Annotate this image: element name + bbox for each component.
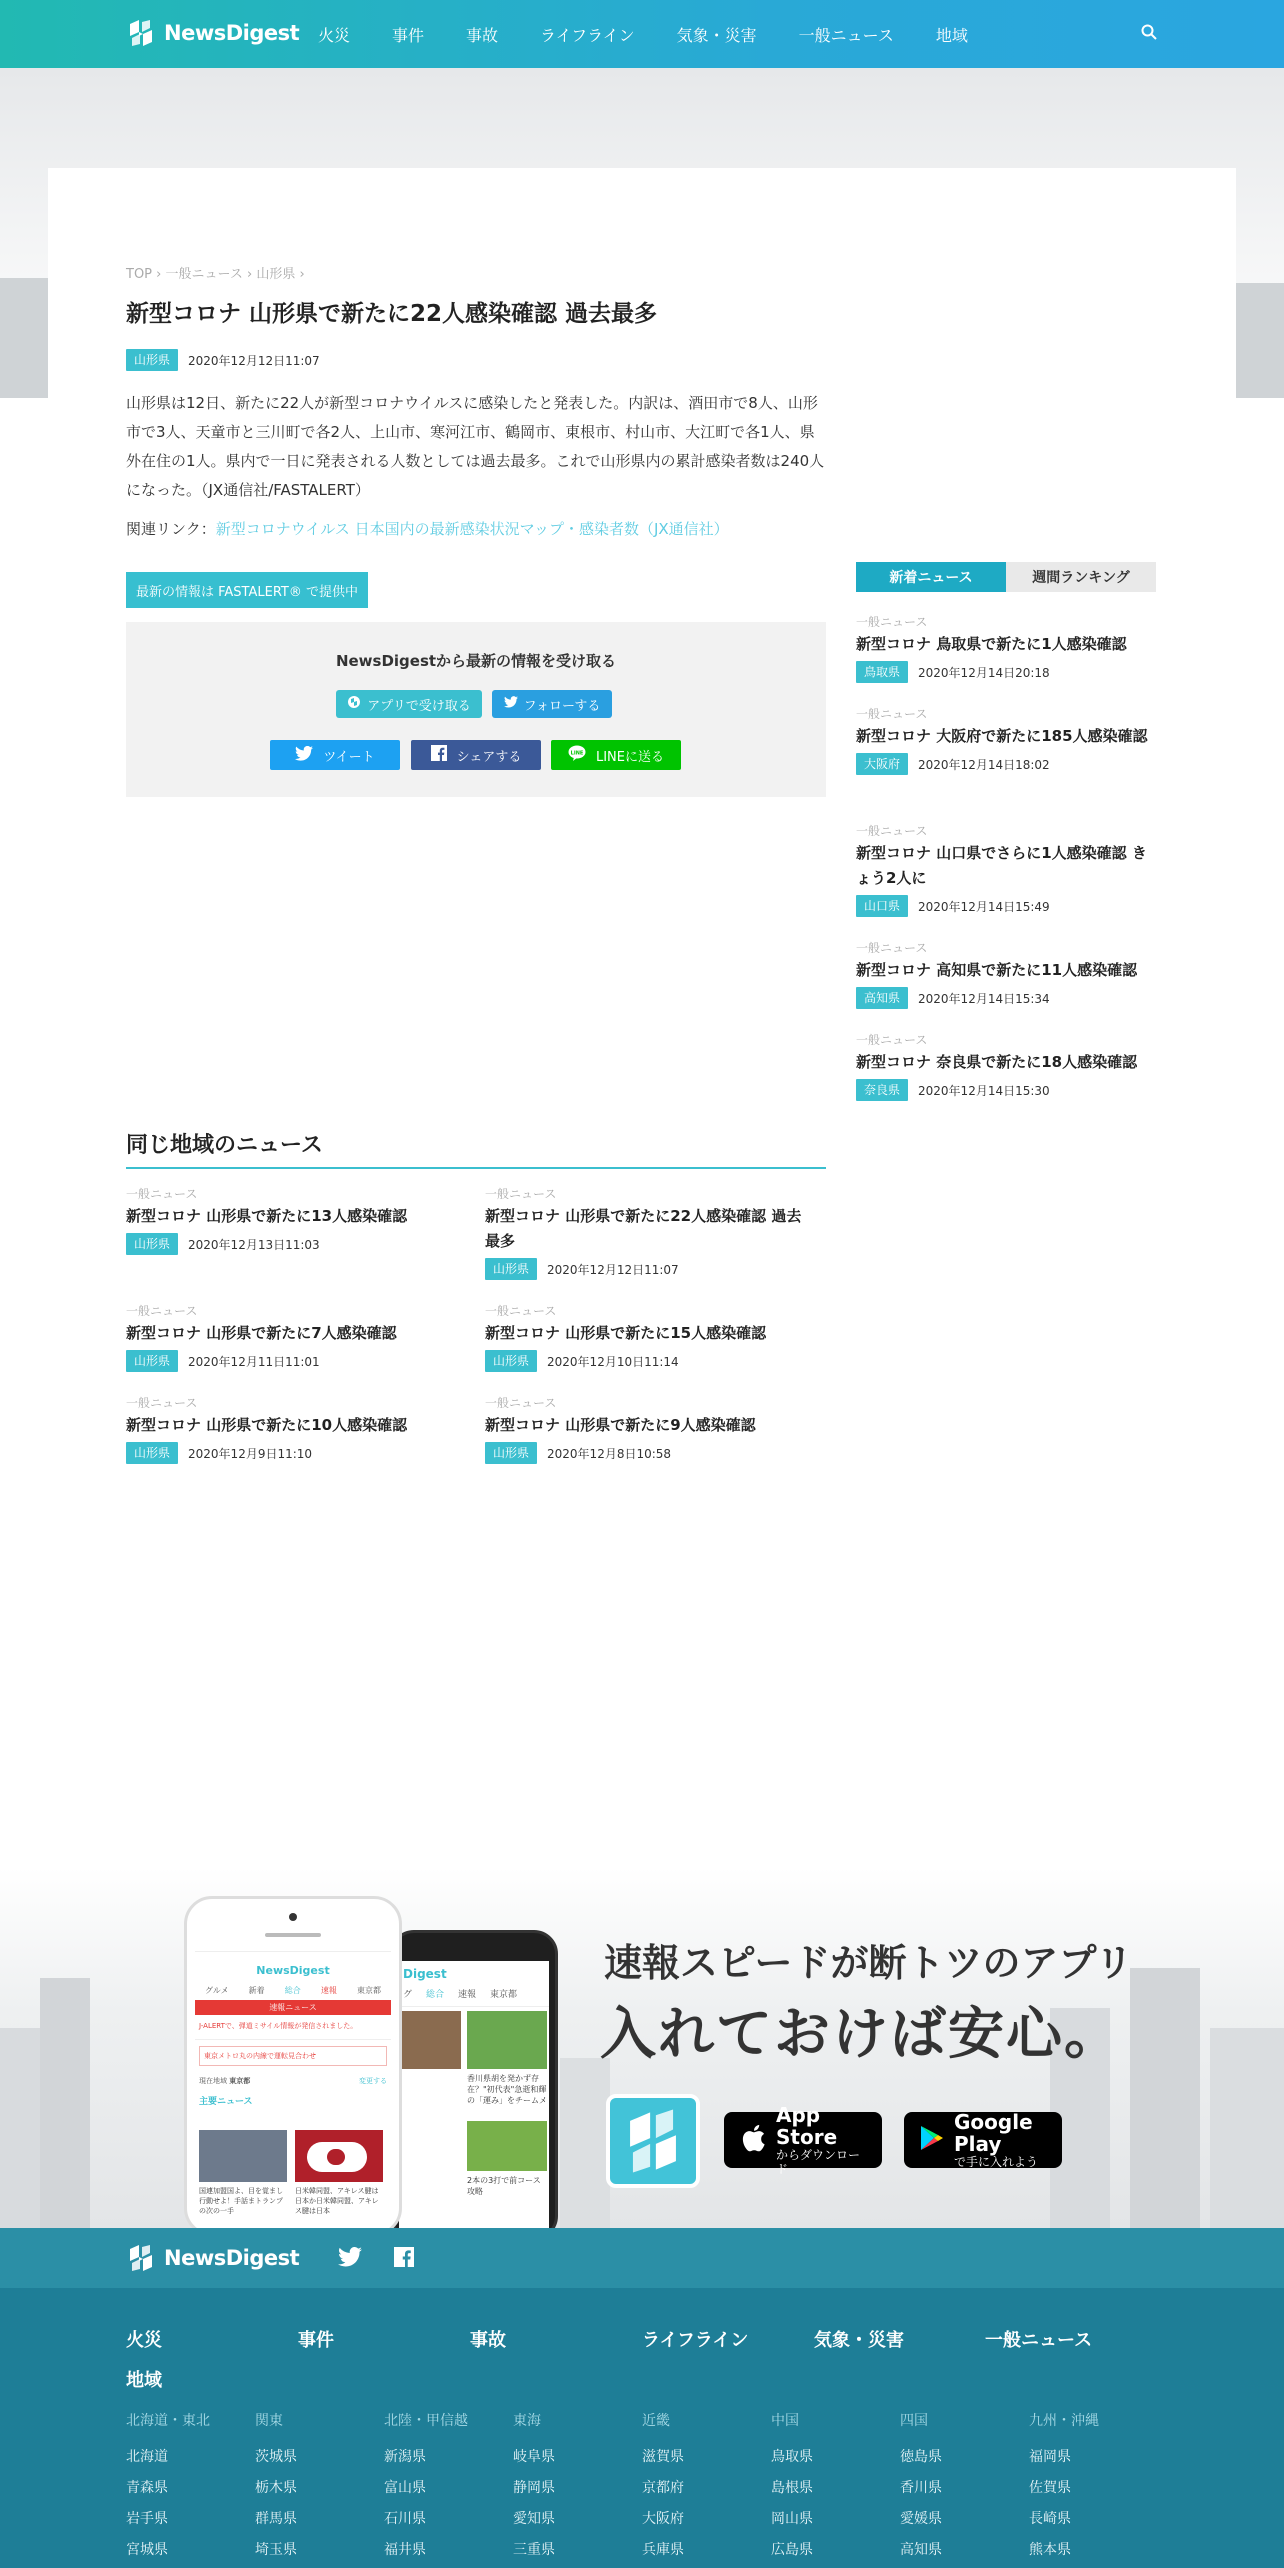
footer-prefecture[interactable]: 広島県 (771, 2542, 813, 2558)
breadcrumb-top[interactable]: TOP (126, 267, 153, 282)
follow-button[interactable] (492, 690, 612, 718)
phone-tab: 新着 (248, 1986, 265, 1995)
footer-prefecture[interactable]: 北海道 (126, 2449, 168, 2465)
news-category: 一般ニュース (856, 707, 928, 721)
news-tag[interactable]: 山形県 (485, 1350, 537, 1372)
news-date: 2020年12月9日11:10 (188, 1446, 313, 1461)
footer-prefecture[interactable]: 三重県 (513, 2542, 555, 2558)
news-tag[interactable]: 奈良県 (856, 1079, 908, 1101)
footer-cat-incident[interactable]: 事件 (298, 2330, 334, 2351)
footer-bar (0, 2228, 1284, 2288)
footer-cat-lifeline[interactable]: ライフライン (642, 2330, 749, 2351)
news-date: 2020年12月12日11:07 (547, 1262, 679, 1277)
footer-prefecture[interactable]: 大阪府 (642, 2511, 684, 2527)
logo-mark-icon (126, 18, 156, 48)
phone-breaking-banner: 速報ニュース (195, 2000, 391, 2015)
footer-prefecture[interactable]: 京都府 (642, 2480, 684, 2496)
footer-prefecture[interactable]: 石川県 (384, 2511, 426, 2527)
main-nav (318, 0, 1010, 68)
footer-region[interactable]: 中国 (771, 2413, 799, 2429)
phone-tab: 東京都 (356, 1986, 381, 1995)
nav-item-incident[interactable]: 事件 (392, 25, 425, 45)
promo-tagline: 入れておけば安心。 (600, 2002, 1122, 2067)
news-title[interactable]: 新型コロナ 高知県で新たに11人感染確認 (856, 961, 1138, 979)
footer-region[interactable]: 北陸・甲信越 (384, 2413, 468, 2429)
news-title[interactable]: 新型コロナ 山形県で新たに10人感染確認 (126, 1416, 408, 1434)
phone-area: 東京都 (229, 2077, 251, 2085)
phone-news-text: 2本の3打で前コース攻略 (467, 2176, 541, 2196)
news-category: 一般ニュース (856, 941, 928, 955)
phone-mockup-android (390, 1930, 558, 2240)
news-tag[interactable]: 山形県 (126, 1233, 178, 1255)
breadcrumb-general[interactable]: 一般ニュース (165, 267, 243, 282)
phone-logo-text: NewsDigest (256, 1964, 330, 1977)
search-icon[interactable] (1140, 23, 1160, 43)
sidebar-tabs (856, 562, 1156, 592)
newsdigest-app-icon[interactable] (606, 2094, 700, 2188)
logo-text: NewsDigest (164, 2246, 300, 2270)
app-icon (347, 695, 361, 713)
tweet-label: ツイート (323, 749, 375, 765)
sidebar-news-item[interactable] (856, 706, 1156, 775)
footer-cat-general[interactable]: 一般ニュース (985, 2330, 1093, 2351)
news-title[interactable]: 新型コロナ 山形県で新たに7人感染確認 (126, 1324, 397, 1342)
news-title[interactable]: 新型コロナ 山形県で新たに22人感染確認 過去最多 (485, 1207, 802, 1250)
news-tag[interactable]: 大阪府 (856, 753, 908, 775)
news-date: 2020年12月8日10:58 (547, 1446, 672, 1461)
news-date: 2020年12月14日18:02 (918, 757, 1050, 772)
news-category: 一般ニュース (126, 1304, 198, 1318)
line-icon (568, 745, 586, 765)
fastalert-button[interactable]: 最新の情報は FASTALERT® で提供中 (126, 572, 368, 608)
article-title: 新型コロナ 山形県で新たに22人感染確認 過去最多 (126, 301, 658, 327)
news-title[interactable]: 新型コロナ 大阪府で新たに185人感染確認 (856, 727, 1148, 745)
tweet-button[interactable] (270, 740, 400, 770)
footer-prefecture[interactable]: 佐賀県 (1029, 2480, 1071, 2496)
footer-prefecture[interactable]: 栃木県 (255, 2480, 297, 2496)
phone-alert-text: J-ALERTで、弾道ミサイル情報が発信されました。 (195, 2015, 391, 2040)
footer-prefecture[interactable]: 茨城県 (255, 2449, 297, 2465)
sidebar-news-item[interactable] (856, 940, 1156, 1009)
facebook-icon (431, 745, 447, 765)
news-date: 2020年12月14日15:30 (918, 1083, 1050, 1098)
phone-area-label: 現在地域 (199, 2077, 227, 2085)
footer-cat-region[interactable]: 地域 (126, 2370, 162, 2391)
article-date: 2020年12月12日11:07 (188, 353, 320, 368)
site-header (0, 0, 1284, 68)
logo-mark-icon (126, 2243, 156, 2273)
logo-text: NewsDigest (164, 21, 300, 45)
article-meta (126, 349, 320, 371)
line-send-button[interactable] (551, 740, 681, 770)
footer-prefecture[interactable]: 岡山県 (771, 2511, 813, 2527)
footer-prefecture[interactable]: 岩手県 (126, 2511, 168, 2527)
footer-prefecture[interactable]: 愛媛県 (900, 2511, 942, 2527)
news-title[interactable]: 新型コロナ 山形県で新たに9人感染確認 (485, 1416, 756, 1434)
footer-region[interactable]: 関東 (255, 2413, 283, 2429)
twitter-icon (504, 696, 518, 712)
phone-tab: グ (403, 1990, 413, 2000)
phone-mockup-iphone (184, 1896, 402, 2236)
news-title[interactable]: 新型コロナ 山形県で新たに15人感染確認 (485, 1324, 767, 1342)
nav-item-general[interactable]: 一般ニュース (798, 25, 894, 45)
footer-prefecture[interactable]: 高知県 (900, 2542, 942, 2558)
app-receive-label: アプリで受け取る (367, 698, 471, 714)
phone-news-text: 香川県胡を発かず存在？"初代表"急逝和輝の「運み」をチームメ (467, 2074, 547, 2105)
footer-prefecture[interactable]: 埼玉県 (255, 2542, 297, 2558)
app-store-label: App Store (776, 2103, 838, 2149)
news-category: 一般ニュース (856, 824, 928, 838)
phone-train-alert: 東京メトロ丸の内線で運転見合わせ (199, 2046, 387, 2066)
news-date: 2020年12月14日15:49 (918, 899, 1050, 914)
related-label: 関連リンク： (126, 520, 216, 538)
line-send-label: LINEに送る (595, 749, 664, 765)
region-news-item[interactable] (485, 1186, 805, 1280)
phone-main-news-heading: 主要ニュース (199, 2097, 253, 2107)
twitter-icon (295, 746, 313, 765)
footer-prefecture[interactable]: 静岡県 (513, 2480, 555, 2496)
footer-region[interactable]: 近畿 (642, 2413, 670, 2429)
nav-item-fire[interactable]: 火災 (318, 25, 351, 45)
share-heading: NewsDigestから最新の情報を受け取る (335, 652, 617, 670)
news-title[interactable]: 新型コロナ 鳥取県で新たに1人感染確認 (856, 635, 1127, 653)
footer-region[interactable]: 北海道・東北 (126, 2413, 210, 2429)
facebook-share-button[interactable] (411, 740, 541, 770)
news-category: 一般ニュース (126, 1396, 198, 1410)
breadcrumb-prefecture[interactable]: 山形県 (256, 267, 296, 282)
share-box (126, 622, 826, 797)
footer-region[interactable]: 九州・沖縄 (1029, 2413, 1099, 2429)
sidebar-news-item[interactable] (856, 823, 1156, 917)
footer-prefecture[interactable]: 青森県 (126, 2480, 168, 2496)
nav-item-weather[interactable]: 気象・災害 (676, 25, 757, 45)
region-news-item[interactable] (485, 1303, 805, 1372)
footer-prefecture[interactable]: 富山県 (384, 2480, 426, 2496)
footer-prefecture[interactable]: 岐阜県 (513, 2449, 555, 2465)
footer-prefecture[interactable]: 福岡県 (1029, 2449, 1071, 2465)
news-category: 一般ニュース (485, 1396, 557, 1410)
footer-twitter-icon[interactable] (338, 2247, 362, 2271)
footer-prefecture[interactable]: 徳島県 (900, 2449, 942, 2465)
footer-prefecture[interactable]: 長崎県 (1029, 2511, 1071, 2527)
phone-news-text: 日米韓同盟、アキレス腱は日本か日米韓同盟、アキレス腱は日本 (295, 2187, 379, 2215)
footer-cat-weather[interactable]: 気象・災害 (814, 2330, 904, 2351)
news-tag[interactable]: 山形県 (485, 1258, 537, 1280)
news-date: 2020年12月10日11:14 (547, 1354, 679, 1369)
phone-logo-text: Digest (403, 1967, 447, 1981)
related-link[interactable]: 新型コロナウイルス 日本国内の最新感染状況マップ・感染者数（JX通信社） (215, 520, 729, 538)
phone-tab: 東京都 (490, 1990, 518, 2000)
footer-prefecture[interactable]: 香川県 (900, 2480, 942, 2496)
google-play-label: Google Play (954, 2110, 1033, 2156)
apple-icon (740, 2123, 766, 2157)
news-category: 一般ニュース (126, 1187, 198, 1201)
news-date: 2020年12月13日11:03 (188, 1237, 320, 1252)
region-news-item[interactable] (126, 1186, 446, 1255)
app-store-button[interactable] (724, 2103, 882, 2176)
footer-prefecture[interactable]: 兵庫県 (642, 2542, 684, 2558)
phone-tab: 速報 (458, 1990, 477, 2000)
follow-label: フォローする (523, 698, 601, 714)
tab-new-news[interactable]: 新着ニュース (856, 562, 1006, 592)
footer-region[interactable]: 東海 (513, 2413, 541, 2429)
footer-prefecture[interactable]: 愛知県 (513, 2511, 555, 2527)
footer-cat-fire[interactable]: 火災 (126, 2330, 162, 2351)
news-tag[interactable]: 山口県 (856, 895, 908, 917)
news-title[interactable]: 新型コロナ 奈良県で新たに18人感染確認 (856, 1053, 1138, 1071)
phone-tab: 総合 (426, 1990, 445, 2000)
nav-item-region[interactable]: 地域 (935, 25, 968, 45)
google-play-icon (920, 2125, 944, 2155)
news-date: 2020年12月14日15:34 (918, 991, 1050, 1006)
svg-text:LINE: LINE (570, 750, 584, 757)
footer-prefecture[interactable]: 福井県 (384, 2542, 426, 2558)
region-news-item[interactable] (126, 1303, 446, 1372)
news-category: 一般ニュース (856, 1033, 928, 1047)
phone-tab: 速報 (320, 1986, 337, 1995)
nav-item-lifeline[interactable]: ライフライン (540, 25, 635, 45)
news-title[interactable]: 新型コロナ 山形県で新たに13人感染確認 (126, 1207, 408, 1225)
footer-prefecture[interactable]: 宮城県 (126, 2542, 168, 2558)
sidebar-news-item[interactable] (856, 1032, 1156, 1101)
facebook-share-label: シェアする (456, 749, 522, 765)
nav-item-accident[interactable]: 事故 (466, 25, 499, 45)
news-tag[interactable]: 山形県 (126, 1442, 178, 1464)
news-tag[interactable]: 山形県 (126, 1350, 178, 1372)
related-links (126, 518, 729, 539)
google-play-sublabel: で手に入れよう (954, 2155, 1039, 2169)
footer-region[interactable]: 四国 (900, 2413, 928, 2429)
footer-prefecture[interactable]: 滋賀県 (642, 2449, 684, 2465)
news-date: 2020年12月14日20:18 (918, 665, 1050, 680)
news-category: 一般ニュース (485, 1187, 557, 1201)
footer-cat-accident[interactable]: 事故 (470, 2330, 506, 2351)
footer-logo[interactable] (126, 2243, 299, 2273)
site-logo[interactable] (126, 18, 299, 48)
footer-prefecture[interactable]: 新潟県 (384, 2449, 426, 2465)
phone-area-change: 変更する (359, 2077, 387, 2085)
footer-prefecture[interactable]: 熊本県 (1029, 2542, 1071, 2558)
tab-weekly-ranking[interactable]: 週間ランキング (1006, 562, 1156, 592)
article-tag[interactable]: 山形県 (126, 349, 178, 371)
region-news-heading: 同じ地域のニュース (126, 1128, 826, 1169)
footer-prefecture[interactable]: 鳥取県 (771, 2449, 813, 2465)
phone-tab: 総合 (284, 1986, 301, 1995)
app-store-sublabel: からダウンロード (776, 2148, 861, 2176)
region-news-item[interactable] (126, 1395, 446, 1464)
footer-facebook-icon[interactable] (394, 2247, 414, 2271)
phone-news-text: 国連加盟国よ、目を覚まし行動せよ！手話まトランプの次の一手 (199, 2187, 283, 2215)
sidebar-news-item[interactable] (856, 614, 1156, 683)
news-title[interactable]: 新型コロナ 山口県でさらに1人感染確認 きょう2人に (856, 844, 1147, 887)
article-body: 山形県は12日、新たに22人が新型コロナウイルスに感染したと発表した。内訳は、酒田市で8人、山形市で3人、天童市と三川町で各2人、上山市、寒河江市、鶴岡市、東根市、村山市、大江町で各1人、県外在住の1人。県内で一日に発表される人数としては過去最多。これで山形県内の累計感染者数は240人になった。（JX通信社/FASTALERT） (126, 394, 825, 499)
footer-prefecture[interactable]: 島根県 (771, 2480, 813, 2496)
region-news-item[interactable] (485, 1395, 805, 1464)
phone-tab: グルメ (205, 1986, 229, 1995)
news-category: 一般ニュース (485, 1304, 557, 1318)
breadcrumb: TOP › 一般ニュース › 山形県 › (126, 267, 305, 282)
news-date: 2020年12月11日11:01 (188, 1354, 320, 1369)
app-receive-button[interactable] (336, 690, 482, 718)
news-tag[interactable]: 高知県 (856, 987, 908, 1009)
news-tag[interactable]: 山形県 (485, 1442, 537, 1464)
promo-headline: 速報スピードが断トツのアプリ (604, 1941, 1133, 1985)
footer-prefecture[interactable]: 群馬県 (255, 2511, 297, 2527)
news-category: 一般ニュース (856, 615, 928, 629)
news-tag[interactable]: 鳥取県 (856, 661, 908, 683)
google-play-button[interactable] (904, 2112, 1062, 2168)
